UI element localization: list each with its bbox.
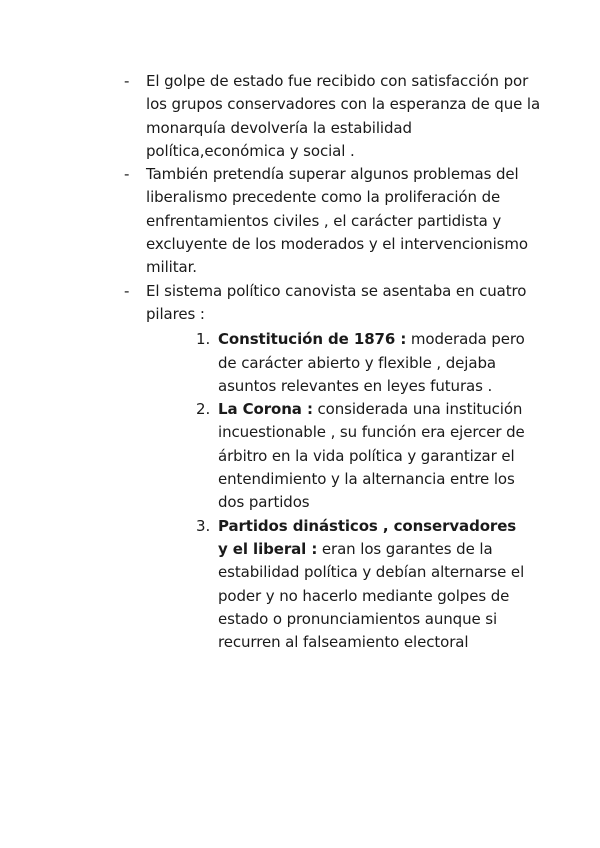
- bullet-marker: -: [124, 72, 130, 90]
- bullet-list: [124, 70, 544, 654]
- pillar-title: La Corona :: [218, 400, 313, 419]
- bullet-marker: -: [124, 281, 130, 300]
- bullet-item: [124, 280, 544, 655]
- pillar-number: 1.: [196, 330, 211, 349]
- bullet-text: El golpe de estado fue recibido con satisfacción por los grupos conservadores con la esperanza de que la monarquía devolvería la estabilidad política,económica y social .: [146, 72, 541, 160]
- pillar-text: considerada una institución incuestionable , su función era ejercer de árbitro en la vida política y garantizar el entendimiento y la alternancia entre los dos partidos: [218, 400, 525, 512]
- bullet-text: El sistema político canovista se asentaba en cuatro pilares :: [146, 281, 527, 323]
- pillar-title: Partidos dinásticos , conservadores y el liberal :: [218, 516, 517, 558]
- bullet-item: [124, 70, 544, 163]
- pillar-item-corona: [196, 398, 526, 514]
- pillar-text: moderada pero de carácter abierto y flexible , dejaba asuntos relevantes en leyes futuras .: [218, 330, 525, 395]
- bullet-marker: -: [124, 165, 130, 184]
- pillar-text: eran los garantes de la estabilidad política y debían alternarse el poder y no hacerlo mediante golpes de estado o pronunciamientos aunque si recurren al falseamiento electoral: [218, 539, 525, 652]
- bullet-item: [124, 163, 544, 279]
- pillars-list: [196, 328, 526, 654]
- bullet-text: También pretendía superar algunos problemas del liberalismo precedente como la proliferación de enfrentamientos civiles , el carácter partidista y excluyente de los moderados y el intervencionismo militar.: [146, 165, 528, 277]
- pillar-title: Constitución de 1876 :: [218, 330, 407, 349]
- pillar-item-partidos: [196, 515, 526, 655]
- pillar-number: 2.: [196, 400, 211, 419]
- pillar-number: 3.: [196, 516, 211, 535]
- pillar-item-constitucion: [196, 328, 526, 398]
